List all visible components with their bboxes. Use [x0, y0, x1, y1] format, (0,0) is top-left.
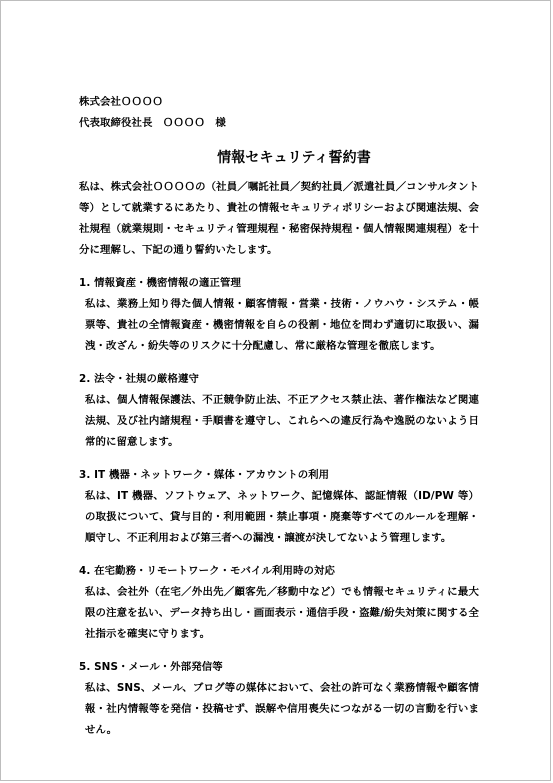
section-heading: 3. IT 機器・ネットワーク・媒体・アカウントの利用 — [79, 469, 330, 481]
section-1 — [79, 273, 479, 357]
section-3 — [79, 465, 479, 549]
section-2 — [79, 369, 479, 453]
section-4 — [79, 561, 479, 645]
document-body — [79, 92, 479, 741]
section-body: 私は、個人情報保護法、不正競争防止法、不正アクセス禁止法、著作権法など関連法規、及び社内諸規程・手順書を遵守し、これらへの違反行為や逸脱のないよう日常的に留意します。 — [85, 394, 479, 448]
document-title: 情報セキュリティ誓約書 — [217, 150, 371, 166]
recipient-representative: 代表取締役社長 ＯＯＯＯ 様 — [79, 117, 226, 129]
section-5 — [79, 657, 479, 741]
section-heading: 1. 情報資産・機密情報の適正管理 — [79, 277, 241, 289]
section-heading: 4. 在宅勤務・リモートワーク・モバイル利用時の対応 — [79, 565, 335, 577]
section-heading: 2. 法令・社規の厳格遵守 — [79, 373, 199, 385]
recipient-company: 株式会社ＯＯＯＯ — [79, 96, 163, 108]
section-body: 私は、業務上知り得た個人情報・顧客情報・営業・技術・ノウハウ・システム・帳票等、貴社の全情報資産・機密情報を自らの役割・地位を問わず適切に取扱い、漏洩・改ざん・紛失等のリスクに十分配慮し、常に厳格な管理を徹底します。 — [85, 298, 479, 352]
section-heading: 5. SNS・メール・外部発信等 — [79, 661, 223, 673]
section-body: 私は、会社外（在宅／外出先／顧客先／移動中など）でも情報セキュリティに最大限の注意を払い、データ持ち出し・画面表示・通信手段・盗難/紛失対策に関する全社指示を確実に守ります。 — [85, 586, 479, 640]
intro-paragraph: 私は、株式会社ＯＯＯＯの（社員／嘱託社員／契約社員／派遣社員／コンサルタント 等）として就業するにあたり、貴社の情報セキュリティポリシーおよび関連法規、会社規程（就業規則・セキュリティ管理規程・秘密保持規程・個人情報関連規程）を十分に理解し、下記の通り誓約いたします。 — [79, 181, 479, 256]
section-body: 私は、SNS、メール、ブログ等の媒体において、会社の許可なく業務情報や顧客情報・社内情報等を発信・投稿せず、誤解や信用喪失につながる一切の言動を行いません。 — [85, 682, 479, 736]
section-body: 私は、IT 機器、ソフトウェア、ネットワーク、記憶媒体、認証情報（ID/PW 等）の取扱について、貸与目的・利用範囲・禁止事項・廃棄等すべてのルールを理解・順守し、不正利用および第三者への漏洩・譲渡が決してないよう管理します。 — [85, 490, 479, 544]
